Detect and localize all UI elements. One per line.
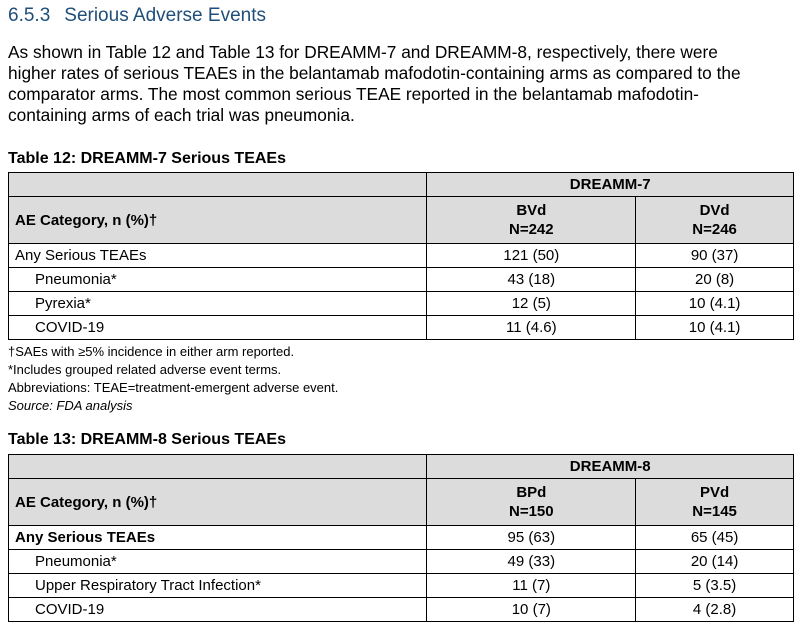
- row-label: Upper Respiratory Tract Infection*: [9, 574, 427, 598]
- row-label: Any Serious TEAEs: [9, 526, 427, 550]
- cell-value: 12 (5): [427, 292, 636, 316]
- table-row: [9, 316, 794, 340]
- cell-value: 43 (18): [427, 268, 636, 292]
- table-header-row: [9, 173, 794, 197]
- row-label: Pneumonia*: [9, 268, 427, 292]
- table-row: [9, 292, 794, 316]
- category-header: AE Category, n (%)†: [9, 197, 427, 244]
- table-header-row: [9, 455, 794, 479]
- arm-header: [636, 197, 794, 244]
- arm-name: BVd: [516, 202, 547, 219]
- cell-value: 20 (14): [636, 550, 794, 574]
- body-paragraph: [8, 42, 794, 126]
- arm-n: N=150: [509, 503, 554, 520]
- cell-value: 11 (4.6): [427, 316, 636, 340]
- footnote: †SAEs with ≥5% incidence in either arm reported.: [8, 344, 295, 359]
- cell-value: 121 (50): [427, 244, 636, 268]
- arm-n: N=145: [692, 503, 737, 520]
- cell-value: 11 (7): [427, 574, 636, 598]
- table-row: [9, 574, 794, 598]
- group-header: DREAMM-8: [427, 455, 794, 479]
- source-note: Source: FDA analysis: [8, 398, 133, 413]
- cell-value: 20 (8): [636, 268, 794, 292]
- header-blank-cell: [9, 173, 427, 197]
- arm-n: N=246: [692, 221, 737, 238]
- section-title: Serious Adverse Events: [64, 5, 266, 26]
- table-row: [9, 526, 794, 550]
- cell-value: 5 (3.5): [636, 574, 794, 598]
- cell-value: 90 (37): [636, 244, 794, 268]
- paragraph-line: higher rates of serious TEAEs in the belantamab mafodotin-containing arms as compared to the: [8, 63, 741, 83]
- table12-caption: Table 12: DREAMM-7 Serious TEAEs: [8, 150, 286, 167]
- arm-header: [636, 479, 794, 526]
- section-number: 6.5.3: [8, 5, 51, 26]
- header-blank-cell: [9, 455, 427, 479]
- section-heading: [8, 5, 266, 27]
- footnote: *Includes grouped related adverse event terms.: [8, 362, 282, 377]
- arm-n: N=242: [509, 221, 554, 238]
- cell-value: 49 (33): [427, 550, 636, 574]
- paragraph-line: comparator arms. The most common serious TEAE reported in the belantamab mafodotin-: [8, 84, 699, 104]
- arm-header: [427, 479, 636, 526]
- arm-header: [427, 197, 636, 244]
- table-row: [9, 244, 794, 268]
- table-row: [9, 268, 794, 292]
- table-header-row: [9, 479, 794, 526]
- table-row: [9, 550, 794, 574]
- paragraph-line: containing arms of each trial was pneumonia.: [8, 105, 355, 125]
- arm-name: DVd: [699, 202, 730, 219]
- table12-footnotes: [8, 343, 338, 415]
- cell-value: 4 (2.8): [636, 598, 794, 622]
- cell-value: 95 (63): [427, 526, 636, 550]
- arm-name: PVd: [699, 484, 730, 501]
- arm-name: BPd: [516, 484, 547, 501]
- paragraph-line: As shown in Table 12 and Table 13 for DREAMM-7 and DREAMM-8, respectively, there were: [8, 42, 718, 62]
- table13-caption: Table 13: DREAMM-8 Serious TEAEs: [8, 431, 286, 448]
- cell-value: 65 (45): [636, 526, 794, 550]
- table12: [8, 172, 794, 340]
- group-header: DREAMM-7: [427, 173, 794, 197]
- footnote: Abbreviations: TEAE=treatment-emergent adverse event.: [8, 380, 339, 395]
- row-label: Pyrexia*: [9, 292, 427, 316]
- cell-value: 10 (4.1): [636, 292, 794, 316]
- row-label: COVID-19: [9, 316, 427, 340]
- cell-value: 10 (7): [427, 598, 636, 622]
- table-row: [9, 598, 794, 622]
- table13: [8, 454, 794, 622]
- category-header: AE Category, n (%)†: [9, 479, 427, 526]
- row-label: Any Serious TEAEs: [9, 244, 427, 268]
- cell-value: 10 (4.1): [636, 316, 794, 340]
- row-label: Pneumonia*: [9, 550, 427, 574]
- row-label: COVID-19: [9, 598, 427, 622]
- table-header-row: [9, 197, 794, 244]
